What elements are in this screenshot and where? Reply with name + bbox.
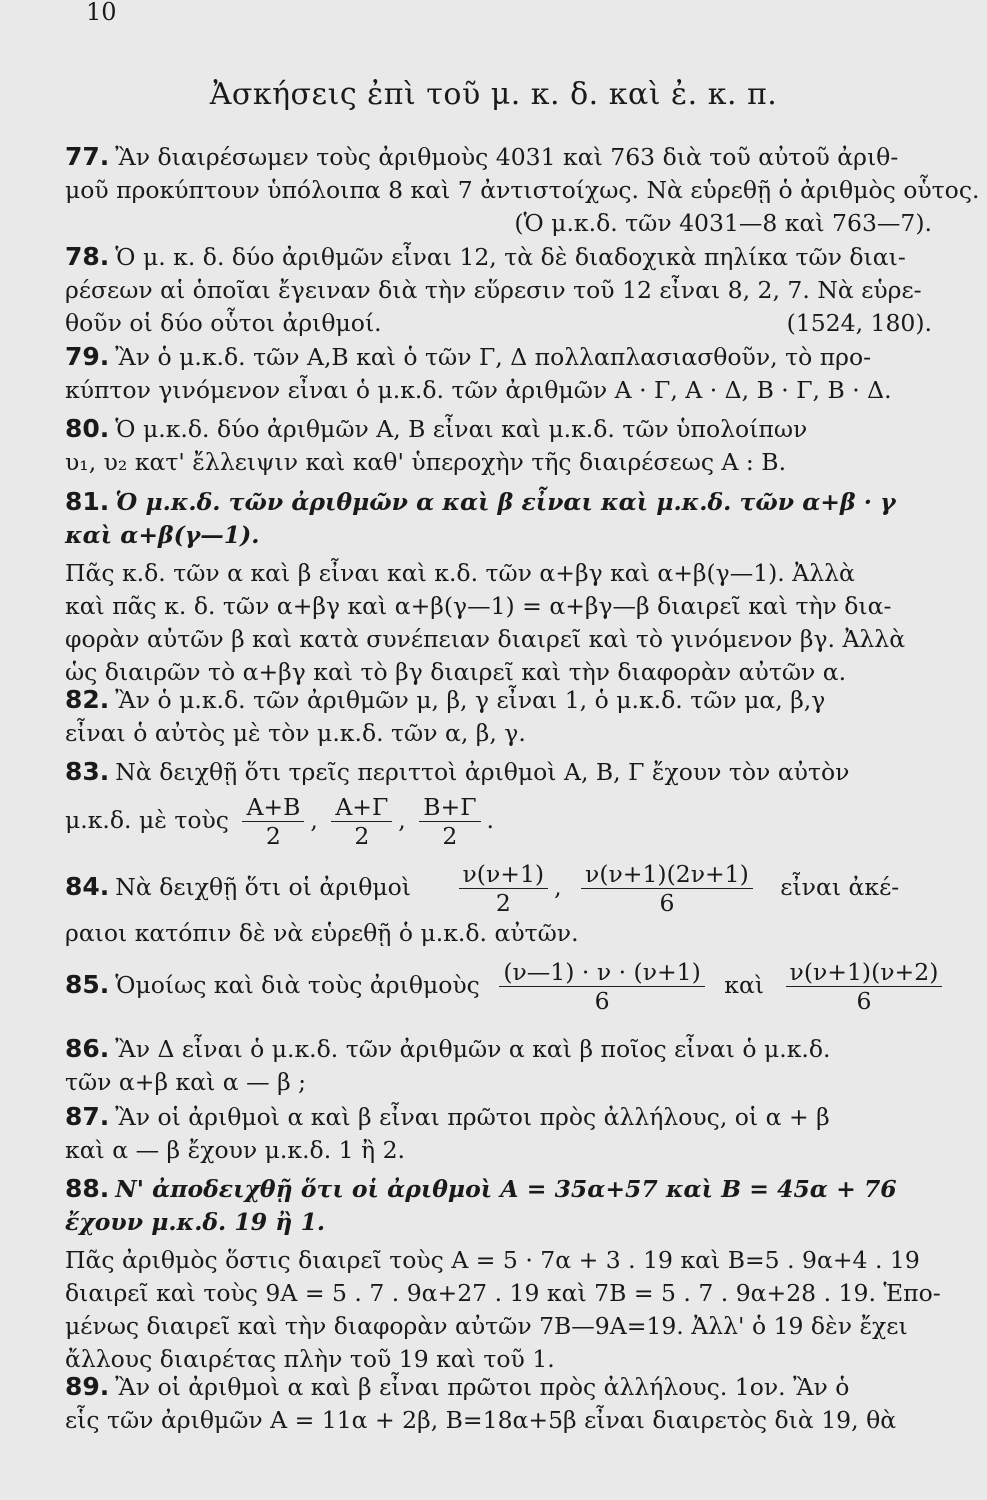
exercise-82: [65, 683, 932, 750]
fraction-numerator: ν(ν+1)(ν+2): [786, 958, 943, 987]
page-number: 10: [86, 0, 117, 26]
exercise-number: 84.: [65, 872, 110, 901]
exercise-83: 83. Νὰ δειχθῇ ὅτι τρεῖς περιττοὶ ἀριθμοὶ Α, Β, Γ ἔχουν τὸν αὐτὸν μ.κ.δ. μὲ τοὺς $\frac{A+B}{2}$ , $\frac{A+\Gamma}{2}$ , $\frac{B+\Gamma}{2}$ .: [65, 757, 850, 850]
proof-text: διαιρεῖ καὶ τοὺς 9Α = 5 . 7 . 9α+27 . 19 καὶ 7Β = 5 . 7 . 9α+28 . 19. Ἑπο-: [65, 1279, 941, 1307]
fraction-denominator: 2: [265, 822, 281, 850]
exercise-number: 87.: [65, 1102, 110, 1131]
fraction: [419, 793, 480, 850]
exercise-text: Νὰ δειχθῇ ὅτι οἱ ἀριθμοὶ: [115, 873, 412, 901]
exercise-87: [65, 1100, 932, 1167]
exercise-text: κύπτον γινόμενον εἶναι ὁ μ.κ.δ. τῶν ἀριθμῶν Α · Γ, Α · Δ, Β · Γ, Β · Δ.: [65, 376, 892, 404]
section-title: Ἀσκήσεις ἐπὶ τοῦ μ. κ. δ. καὶ ἐ. κ. π.: [209, 77, 778, 112]
exercise-86: [65, 1032, 932, 1099]
exercise-number: 82.: [65, 685, 110, 714]
fraction-denominator: 6: [659, 889, 675, 917]
exercise-text: Νὰ δειχθῇ ὅτι τρεῖς περιττοὶ ἀριθμοὶ Α, Β, Γ ἔχουν τὸν αὐτὸν: [115, 758, 850, 786]
fraction-numerator: ν(ν+1)(2ν+1): [581, 860, 753, 889]
exercise-text: ρέσεων αἱ ὁποῖαι ἔγειναν διὰ τὴν εὕρεσιν τοῦ 12 εἶναι 8, 2, 7. Νὰ εὑρε-: [65, 276, 922, 304]
exercise-number: 89.: [65, 1372, 110, 1401]
exercise-statement: καὶ α+β(γ—1).: [65, 521, 260, 549]
fraction: [581, 860, 753, 917]
exercise-89: [65, 1370, 932, 1437]
exercise-text: τῶν α+β καὶ α — β ;: [65, 1068, 307, 1096]
exercise-text: Ὁ μ.κ.δ. δύο ἀριθμῶν Α, Β εἶναι καὶ μ.κ.δ. τῶν ὑπολοίπων: [115, 415, 808, 443]
proof-text: Πᾶς κ.δ. τῶν α καὶ β εἶναι καὶ κ.δ. τῶν α+βγ καὶ α+β(γ—1). Ἀλλὰ: [65, 559, 855, 587]
proof-text: φορὰν αὐτῶν β καὶ κατὰ συνέπειαν διαιρεῖ καὶ τὸ γινόμενον βγ. Ἀλλὰ: [65, 625, 906, 653]
exercise-text: υ₁, υ₂ κατ' ἔλλειψιν καὶ καθ' ὑπεροχὴν τῆς διαιρέσεως Α : Β.: [65, 448, 787, 476]
exercise-statement: Ν' ἀποδειχθῇ ὅτι οἱ ἀριθμοὶ Α = 35α+57 καὶ Β = 45α + 76: [115, 1175, 897, 1203]
exercise-number: 78.: [65, 242, 110, 271]
exercise-text: Ἂν ὁ μ.κ.δ. τῶν ἀριθμῶν μ, β, γ εἶναι 1, ὁ μ.κ.δ. τῶν μα, β,γ: [115, 686, 826, 714]
exercise-text: μοῦ προκύπτουν ὑπόλοιπα 8 καὶ 7 ἀντιστοίχως. Νὰ εὑρεθῇ ὁ ἀριθμὸς οὗτος.: [65, 176, 980, 204]
proof-text: ἄλλους διαιρέτας πλὴν τοῦ 19 καὶ τοῦ 1.: [65, 1345, 555, 1373]
exercise-number: 81.: [65, 487, 110, 516]
exercise-85: [65, 958, 939, 1015]
exercise-text: Ὁμοίως καὶ διὰ τοὺς ἀριθμοὺς: [115, 971, 480, 999]
exercise-text: Ἂν διαιρέσωμεν τοὺς ἀριθμοὺς 4031 καὶ 763 διὰ τοῦ αὐτοῦ ἀριθ-: [115, 143, 899, 171]
exercise-number: 86.: [65, 1034, 110, 1063]
exercise-text: Ἂν οἱ ἀριθμοὶ α καὶ β εἶναι πρῶτοι πρὸς ἀλλήλους. 1ον. Ἂν ὁ: [115, 1373, 850, 1401]
proof-text: καὶ πᾶς κ. δ. τῶν α+βγ καὶ α+β(γ—1) = α+βγ—β διαιρεῖ καὶ τὴν δια-: [65, 592, 892, 620]
fraction-numerator: Α+Β: [242, 793, 304, 822]
fraction-numerator: ν(ν+1): [459, 860, 549, 889]
fraction-numerator: Β+Γ: [419, 793, 480, 822]
fraction-numerator: Α+Γ: [331, 793, 392, 822]
exercise-number: 77.: [65, 142, 110, 171]
exercise-text: εἷς τῶν ἀριθμῶν Α = 11α + 2β, Β=18α+5β εἶναι διαιρετὸς διὰ 19, θὰ: [65, 1406, 897, 1434]
exercise-number: 79.: [65, 342, 110, 371]
fraction: [786, 958, 943, 1015]
exercise-81: [65, 485, 932, 689]
fraction-numerator: (ν—1) · ν · (ν+1): [499, 958, 704, 987]
exercise-statement: ἔχουν μ.κ.δ. 19 ἢ 1.: [65, 1208, 326, 1236]
fraction: [459, 860, 549, 917]
proof-text: ὡς διαιρῶν τὸ α+βγ καὶ τὸ βγ διαιρεῖ καὶ τὴν διαφορὰν αὐτῶν α.: [65, 658, 847, 686]
exercise-number: 80.: [65, 414, 110, 443]
fraction: [242, 793, 304, 850]
exercise-84: 84. Νὰ δειχθῇ ὅτι οἱ ἀριθμοὶ $\frac{\nu(\nu+1)}{2}$ , $\frac{\nu(\nu+1)(2\nu+1)}{6}$ εἶναι ἀκέ- ραιοι κατόπιν δὲ νὰ εὑρεθῇ ὁ μ.κ.δ. αὐτῶν.: [65, 860, 932, 950]
exercise-text: καὶ: [724, 971, 765, 999]
exercise-text: εἶναι ἀκέ-: [780, 873, 900, 901]
exercise-answer: (Ὁ μ.κ.δ. τῶν 4031—8 καὶ 763—7).: [514, 209, 932, 237]
exercise-text: Ἂν οἱ ἀριθμοὶ α καὶ β εἶναι πρῶτοι πρὸς ἀλλήλους, οἱ α + β: [115, 1103, 830, 1131]
fraction-denominator: 6: [856, 987, 872, 1015]
exercise-text: ραιοι κατόπιν δὲ νὰ εὑρεθῇ ὁ μ.κ.δ. αὐτῶν.: [65, 919, 579, 947]
exercise-79: [65, 340, 932, 407]
fraction-denominator: 2: [442, 822, 458, 850]
exercise-number: 88.: [65, 1174, 110, 1203]
fraction: [331, 793, 392, 850]
fraction-denominator: 6: [594, 987, 610, 1015]
exercise-78: [65, 240, 932, 340]
fraction-denominator: 2: [354, 822, 370, 850]
exercise-text: εἶναι ὁ αὐτὸς μὲ τὸν μ.κ.δ. τῶν α, β, γ.: [65, 719, 526, 747]
exercise-88: [65, 1172, 941, 1376]
exercise-text: θοῦν οἱ δύο οὗτοι ἀριθμοί.: [65, 309, 382, 337]
fraction-denominator: 2: [495, 889, 511, 917]
exercise-text: Ἂν ὁ μ.κ.δ. τῶν Α,Β καὶ ὁ τῶν Γ, Δ πολλαπλασιασθοῦν, τὸ προ-: [115, 343, 872, 371]
exercise-answer: (1524, 180).: [786, 309, 932, 337]
fraction: [499, 958, 704, 1015]
exercise-statement: Ὁ μ.κ.δ. τῶν ἀριθμῶν α καὶ β εἶναι καὶ μ.κ.δ. τῶν α+β · γ: [115, 488, 896, 516]
proof-text: Πᾶς ἀριθμὸς ὅστις διαιρεῖ τοὺς Α = 5 · 7α + 3 . 19 καὶ Β=5 . 9α+4 . 19: [65, 1246, 920, 1274]
exercise-number: 83.: [65, 757, 110, 786]
exercise-text: καὶ α — β ἔχουν μ.κ.δ. 1 ἢ 2.: [65, 1136, 406, 1164]
exercise-text: Ὁ μ. κ. δ. δύο ἀριθμῶν εἶναι 12, τὰ δὲ διαδοχικὰ πηλίκα τῶν διαι-: [115, 243, 906, 271]
exercise-77: [65, 140, 980, 240]
exercise-number: 85.: [65, 970, 110, 999]
proof-text: μένως διαιρεῖ καὶ τὴν διαφορὰν αὐτῶν 7Β—9Α=19. Ἀλλ' ὁ 19 δὲν ἔχει: [65, 1312, 908, 1340]
exercise-text: Ἂν Δ εἶναι ὁ μ.κ.δ. τῶν ἀριθμῶν α καὶ β ποῖος εἶναι ὁ μ.κ.δ.: [115, 1035, 831, 1063]
exercise-text: μ.κ.δ. μὲ τοὺς: [65, 806, 229, 834]
exercise-80: [65, 412, 932, 479]
